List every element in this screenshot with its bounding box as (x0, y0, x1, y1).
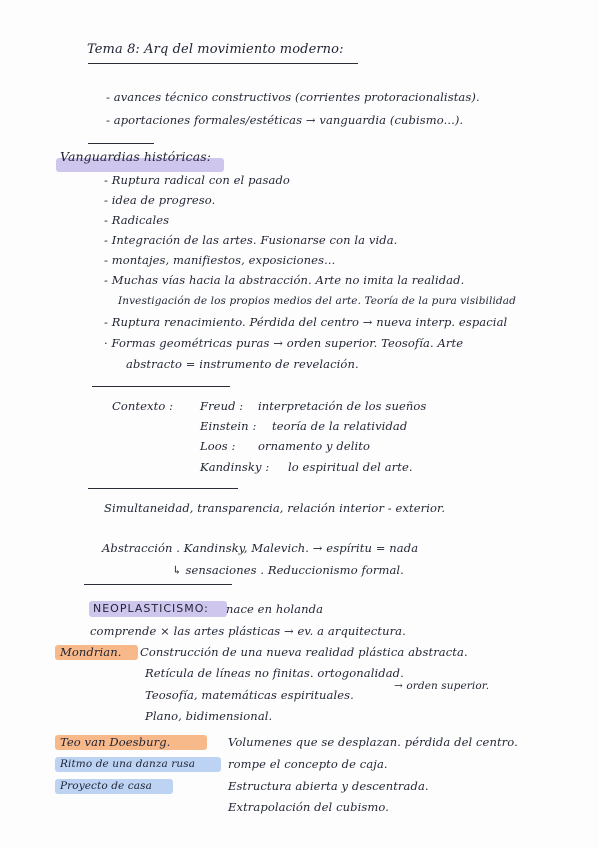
vanguardias-item: - Ruptura renacimiento. Pérdida del centro → nueva interp. espacial (104, 315, 508, 329)
mondrian-line: Retícula de líneas no finitas. ortogonalidad. (145, 666, 404, 680)
divider (88, 488, 238, 489)
intro-line-2: - aportaciones formales/estéticas → vanguardia (cubismo...). (106, 113, 464, 127)
contexto-text: ornamento y delito (258, 439, 371, 453)
theo-line: rompe el concepto de caja. (228, 757, 388, 771)
contexto-name: Kandinsky : (200, 460, 270, 474)
contexto-name: Loos : (200, 439, 236, 453)
divider (92, 386, 230, 387)
theo-line: Volumenes que se desplazan. pérdida del centro. (228, 735, 518, 749)
vanguardias-item: - montajes, manifiestos, exposiciones... (104, 253, 336, 267)
contexto-name: Einstein : (200, 419, 257, 433)
mondrian-line: Plano, bidimensional. (145, 709, 273, 723)
contexto-label: Contexto : (112, 399, 174, 413)
vanguardias-item: abstracto = instrumento de revelación. (126, 357, 359, 371)
contexto-text: lo espiritual del arte. (288, 460, 413, 474)
vanguardias-item: - Radicales (104, 213, 170, 227)
vanguardias-item: - Ruptura radical con el pasado (104, 173, 290, 187)
intro-line-1: - avances técnico constructivos (corrientes protoracionalistas). (106, 90, 480, 104)
abstraccion-line-2: ↳ sensaciones . Reduccionismo formal. (172, 563, 404, 577)
ritmo-label: Ritmo de una danza rusa (60, 758, 196, 770)
mondrian-label: Mondrian. (60, 645, 122, 659)
abstraccion-line-1: Abstracción . Kandinsky, Malevich. → espíritu = nada (102, 541, 419, 555)
neoplasticismo-heading: NEOPLASTICISMO: (93, 602, 209, 615)
orden-note: → orden superior. (394, 680, 490, 692)
neoplasticismo-origin: nace en holanda (226, 602, 324, 616)
simultaneidad-line: Simultaneidad, transparencia, relación interior - exterior. (104, 501, 446, 515)
neoplasticismo-scope: comprende × las artes plásticas → ev. a arquitectura. (90, 624, 406, 638)
page-title: Tema 8: Arq del movimiento moderno: (87, 42, 344, 57)
theo-line: Estructura abierta y descentrada. (228, 779, 429, 793)
vanguardias-item: - Integración de las artes. Fusionarse con la vida. (104, 233, 398, 247)
vanguardias-heading: Vanguardias históricas: (60, 149, 212, 164)
theo-label: Teo van Doesburg. (60, 735, 171, 749)
contexto-text: teoría de la relatividad (272, 419, 408, 433)
vanguardias-item: - Muchas vías hacia la abstracción. Arte no imita la realidad. (104, 273, 465, 287)
contexto-name: Freud : (200, 399, 244, 413)
mondrian-line: Teosofía, matemáticas espirituales. (145, 688, 354, 702)
vanguardias-item: · Formas geométricas puras → orden superior. Teosofía. Arte (104, 336, 464, 350)
divider (84, 584, 232, 585)
vanguardias-item: Investigación de los propios medios del arte. Teoría de la pura visibilidad (118, 295, 516, 307)
divider (88, 143, 154, 144)
vanguardias-item: - idea de progreso. (104, 193, 216, 207)
contexto-text: interpretación de los sueños (258, 399, 427, 413)
mondrian-line: Construcción de una nueva realidad plástica abstracta. (140, 645, 468, 659)
title-underline (88, 63, 358, 64)
proyecto-label: Proyecto de casa (60, 780, 152, 792)
theo-line: Extrapolación del cubismo. (228, 800, 389, 814)
